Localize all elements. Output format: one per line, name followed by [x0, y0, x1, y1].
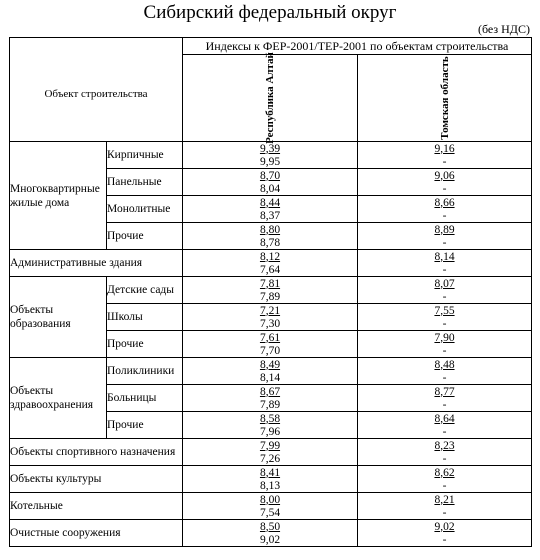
value-cell-tomsk: [358, 331, 532, 358]
index-value-top: 8,70: [259, 169, 281, 182]
index-value-bottom: -: [442, 209, 447, 222]
index-value-top: 8,41: [259, 466, 281, 479]
index-pair: [183, 413, 357, 438]
index-value-top: 9,39: [259, 142, 281, 155]
index-pair: [358, 332, 531, 357]
index-table: [9, 37, 532, 547]
index-pair: [183, 143, 357, 168]
index-pair: [358, 170, 531, 195]
index-pair: [358, 305, 531, 330]
index-value-top: 9,02: [434, 520, 455, 533]
index-value-top: 7,90: [434, 331, 455, 344]
index-pair: [358, 413, 531, 438]
index-pair: [183, 170, 357, 195]
table-row: [10, 277, 532, 304]
index-value-top: 8,58: [259, 412, 281, 425]
index-value-bottom: 7,54: [259, 506, 281, 519]
category-cell: Объекты здравоохранения: [10, 358, 107, 439]
vat-note: (без НДС): [477, 22, 530, 36]
subcategory-cell: Школы: [107, 304, 183, 331]
index-value-top: 8,48: [434, 358, 455, 371]
index-pair: [358, 467, 531, 492]
index-value-bottom: -: [442, 263, 447, 276]
index-value-top: 8,64: [434, 412, 455, 425]
value-cell-tomsk: [358, 304, 532, 331]
region-header-tomsk: [358, 55, 532, 142]
category-cell: Очистные сооружения: [10, 520, 183, 547]
index-value-bottom: -: [442, 236, 447, 249]
category-cell: Объекты образования: [10, 277, 107, 358]
index-pair: [358, 251, 531, 276]
value-cell-altai: [183, 439, 358, 466]
index-pair: [183, 251, 357, 276]
value-cell-altai: [183, 331, 358, 358]
index-pair: [358, 386, 531, 411]
index-value-bottom: 8,37: [259, 209, 281, 222]
index-value-bottom: -: [442, 290, 447, 303]
index-pair: [183, 386, 357, 411]
index-value-top: 7,61: [259, 331, 281, 344]
value-cell-tomsk: [358, 223, 532, 250]
index-value-bottom: 9,02: [259, 533, 281, 546]
subcategory-cell: Прочие: [107, 331, 183, 358]
index-pair: [183, 440, 357, 465]
index-value-bottom: 7,70: [259, 344, 281, 357]
index-pair: [183, 494, 357, 519]
index-pair: [183, 521, 357, 546]
index-value-bottom: -: [442, 317, 447, 330]
index-value-top: 8,89: [434, 223, 455, 236]
index-value-top: 7,55: [434, 304, 455, 317]
index-pair: [183, 467, 357, 492]
index-pair: [183, 197, 357, 222]
index-pair: [358, 440, 531, 465]
index-value-bottom: 7,64: [259, 263, 281, 276]
index-value-bottom: 7,26: [259, 452, 281, 465]
index-value-top: 8,49: [259, 358, 281, 371]
value-cell-tomsk: [358, 358, 532, 385]
category-cell: Объекты культуры: [10, 466, 183, 493]
index-value-top: 9,16: [434, 142, 455, 155]
index-value-bottom: 7,89: [259, 290, 281, 303]
index-value-top: 8,12: [259, 250, 281, 263]
value-cell-tomsk: [358, 250, 532, 277]
index-value-bottom: 7,96: [259, 425, 281, 438]
value-cell-altai: [183, 304, 358, 331]
value-cell-altai: [183, 466, 358, 493]
index-value-bottom: -: [442, 398, 447, 411]
index-value-top: 8,50: [259, 520, 281, 533]
subcategory-cell: Детские сады: [107, 277, 183, 304]
category-cell: Объекты спортивного назначения: [10, 439, 183, 466]
region-label-altai: Республика Алтай: [264, 52, 276, 144]
index-pair: [183, 224, 357, 249]
index-value-top: 7,99: [259, 439, 281, 452]
value-cell-tomsk: [358, 142, 532, 169]
object-header-label: Объект строительства: [44, 87, 148, 100]
table-row: [10, 358, 532, 385]
subcategory-cell: Монолитные: [107, 196, 183, 223]
value-cell-altai: [183, 169, 358, 196]
subcategory-cell: Панельные: [107, 169, 183, 196]
index-value-bottom: 8,13: [259, 479, 281, 492]
region-header-altai: [183, 52, 358, 144]
index-value-bottom: -: [442, 479, 447, 492]
value-cell-altai: [183, 277, 358, 304]
table-row: [10, 493, 532, 520]
value-cell-altai: [183, 142, 358, 169]
index-value-top: 8,23: [434, 439, 455, 452]
index-value-bottom: 7,30: [259, 317, 281, 330]
index-value-bottom: 8,78: [259, 236, 281, 249]
index-value-bottom: -: [442, 344, 447, 357]
index-value-top: 8,66: [434, 196, 455, 209]
value-cell-altai: [183, 250, 358, 277]
index-value-top: 7,21: [259, 304, 281, 317]
subcategory-cell: Кирпичные: [107, 142, 183, 169]
index-pair: [358, 359, 531, 384]
value-cell-tomsk: [358, 439, 532, 466]
index-pair: [358, 224, 531, 249]
index-value-bottom: 8,14: [259, 371, 281, 384]
table-row: [10, 142, 532, 169]
subcategory-cell: Прочие: [107, 412, 183, 439]
index-value-bottom: -: [442, 182, 447, 195]
index-header: Индексы к ФЕР-2001/ТЕР-2001 по объектам строительства: [183, 38, 532, 55]
index-value-top: 7,81: [259, 277, 281, 290]
object-header: [10, 38, 183, 142]
index-value-bottom: 9,95: [259, 155, 281, 168]
subcategory-cell: Поликлиники: [107, 358, 183, 385]
subcategory-cell: Больницы: [107, 385, 183, 412]
index-value-top: 8,21: [434, 493, 455, 506]
index-pair: [358, 197, 531, 222]
index-pair: [183, 305, 357, 330]
value-cell-altai: [183, 223, 358, 250]
index-pair: [183, 359, 357, 384]
index-value-bottom: -: [442, 155, 447, 168]
value-cell-altai: [183, 358, 358, 385]
table-body: [10, 142, 532, 547]
value-cell-tomsk: [358, 466, 532, 493]
table-row: [10, 250, 532, 277]
value-cell-tomsk: [358, 520, 532, 547]
index-pair: [358, 521, 531, 546]
index-value-top: 8,44: [259, 196, 281, 209]
table-row: [10, 439, 532, 466]
index-pair: [358, 143, 531, 168]
table-row: [10, 520, 532, 547]
index-pair: [358, 278, 531, 303]
index-pair: [183, 332, 357, 357]
region-label-tomsk: Томская область: [438, 56, 451, 140]
value-cell-altai: [183, 493, 358, 520]
index-value-top: 8,80: [259, 223, 281, 236]
value-cell-tomsk: [358, 169, 532, 196]
index-value-top: 8,00: [259, 493, 281, 506]
value-cell-tomsk: [358, 196, 532, 223]
value-cell-altai: [183, 520, 358, 547]
index-value-top: 8,67: [259, 385, 281, 398]
subcategory-cell: Прочие: [107, 223, 183, 250]
value-cell-tomsk: [358, 385, 532, 412]
index-value-top: 9,06: [434, 169, 455, 182]
page-title: Сибирский федеральный округ: [143, 2, 397, 23]
index-value-bottom: 8,04: [259, 182, 281, 195]
value-cell-altai: [183, 196, 358, 223]
value-cell-tomsk: [358, 493, 532, 520]
index-value-bottom: -: [442, 452, 447, 465]
value-cell-tomsk: [358, 412, 532, 439]
category-cell: Административные здания: [10, 250, 183, 277]
index-value-top: 8,77: [434, 385, 455, 398]
table-row: [10, 466, 532, 493]
index-value-bottom: 7,89: [259, 398, 281, 411]
index-pair: [183, 278, 357, 303]
index-value-bottom: -: [442, 371, 447, 384]
index-value-top: 8,14: [434, 250, 455, 263]
index-pair: [358, 494, 531, 519]
index-value-bottom: -: [442, 425, 447, 438]
value-cell-tomsk: [358, 277, 532, 304]
index-value-bottom: -: [442, 506, 447, 519]
value-cell-altai: [183, 412, 358, 439]
category-cell: Котельные: [10, 493, 183, 520]
category-cell: Многоквартирные жилые дома: [10, 142, 107, 250]
index-value-top: 8,07: [434, 277, 455, 290]
index-value-top: 8,62: [434, 466, 455, 479]
value-cell-altai: [183, 385, 358, 412]
index-value-bottom: -: [442, 533, 447, 546]
